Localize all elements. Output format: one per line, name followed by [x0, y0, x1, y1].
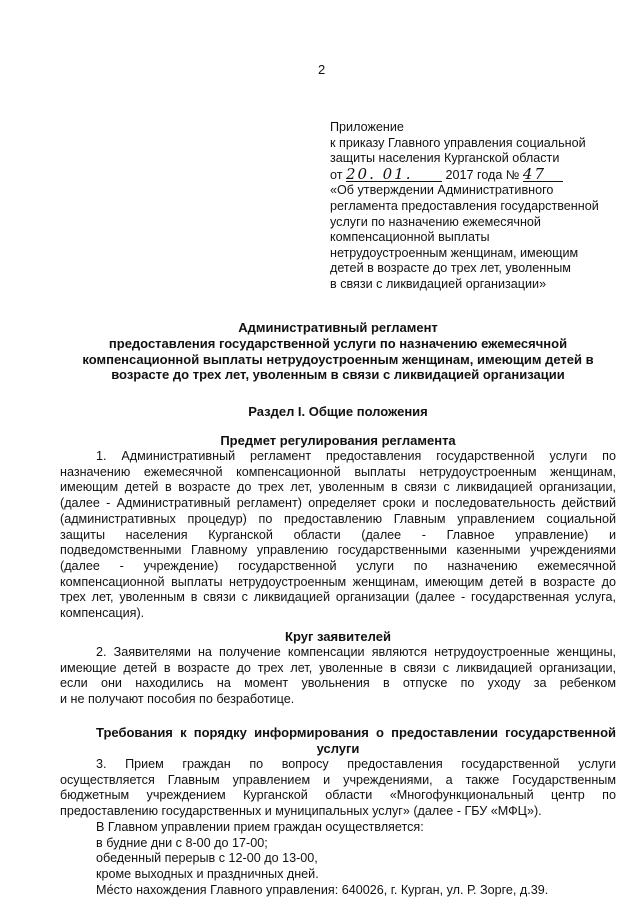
annex-date-line: [330, 164, 620, 184]
annex-block: [330, 120, 620, 293]
annex-subject-line: «Об утверждении Административного: [330, 183, 554, 198]
text-line: назначению ежемесячной компенсационной выплаты нетрудоустроенным женщинам,: [60, 464, 616, 479]
title-line: возрасте до трех лет, уволенным в связи с ликвидацией организации: [111, 367, 565, 383]
subsection-heading-subject: Предмет регулирования регламента: [220, 433, 456, 448]
text-line: 2. Заявителями на получение компенсации являются нетрудоустроенные женщины,: [96, 645, 616, 659]
text-line: подведомственными Главному управлению государственными казенными учреждениями: [60, 543, 616, 558]
handwritten-date: 20. 01.: [346, 164, 413, 183]
date-underline: [346, 164, 442, 183]
annex-subject-line: регламента предоставления государственной: [330, 198, 599, 213]
heading-line: Требования к порядку информирования о предоставлении государственной: [96, 725, 616, 740]
handwritten-number: 47: [522, 164, 547, 183]
title-line: компенсационной выплаты нетрудоустроенным женщинам, имеющим детей в: [82, 351, 594, 367]
text-line: осуществляется Главным управлением и учреждениями, а также Государственным: [60, 772, 616, 787]
annex-line: к приказу Главного управления социальной: [330, 135, 586, 150]
text-line: Ме́сто нахождения Главного управления: 640026, г. Курган, ул. Р. Зорге, д.39.: [96, 882, 549, 897]
text-line: имеющие детей в возрасте до трех лет, уволенные в связи с ликвидацией организации,: [60, 660, 616, 675]
annex-line: защиты населения Курганской области: [330, 151, 560, 166]
text-line: трех лет, уволенным в связи с ликвидацией организации (далее - государственная услуга,: [60, 590, 616, 605]
page-number: 2: [318, 62, 326, 77]
annex-subject-line: в связи с ликвидацией организации»: [330, 276, 547, 291]
number-underline: [522, 164, 563, 183]
paragraph-4: [60, 820, 616, 899]
date-suffix: 2017 года №: [445, 167, 520, 182]
text-line: в будние дни с 8-00 до 17-00;: [96, 835, 268, 850]
heading-line: услуги: [316, 741, 360, 756]
text-line: кроме выходных и праздничных дней.: [96, 867, 319, 882]
title-line: предоставления государственной услуги по назначению ежемесячной: [108, 335, 568, 351]
paragraph-3: [60, 757, 616, 820]
text-line: если они находились на момент увольнения в отпуске по уходу за ребенком: [60, 676, 616, 691]
text-line: и не получают пособия по безработице.: [60, 692, 295, 707]
text-line: 1. Административный регламент предоставления государственной услуги по: [96, 449, 616, 463]
paragraph-2: [60, 645, 616, 708]
text-line: бюджетным учреждением Курганской области «Многофункциональный центр по: [60, 788, 616, 803]
text-line: 3. Прием граждан по вопросу предоставления государственной услуги: [96, 757, 616, 771]
text-line: предоставлению государственных и муниципальных услуг» (далее - ГБУ «МФЦ»).: [60, 804, 542, 819]
document-title: [60, 320, 616, 383]
paragraph-1: [60, 449, 616, 622]
annex-subject-line: услуги по назначению ежемесячной: [330, 214, 541, 229]
text-line: (далее - Административный регламент) определяет сроки и последовательность действий: [60, 496, 616, 511]
text-line: В Главном управлении прием граждан осуществляется:: [96, 820, 424, 834]
section-heading: Раздел I. Общие положения: [248, 404, 428, 419]
text-line: обеденный перерыв с 12-00 до 13-00,: [96, 851, 318, 866]
text-line: (далее - учреждение) государственной услуги по назначению ежемесячной: [60, 558, 616, 573]
annex-subject-line: нетрудоустроенным женщинам, имеющим: [330, 245, 579, 260]
annex-subject-line: компенсационной выплаты: [330, 230, 490, 245]
text-line: компенсация).: [60, 606, 145, 621]
text-line: защиты населения Курганской области (далее - Главное управление) и: [60, 527, 616, 542]
title-line: Административный регламент: [238, 320, 438, 335]
text-line: (административных процедур) по предоставлению Главным управлением социальной: [60, 511, 616, 526]
date-prefix: от: [330, 167, 343, 182]
subsection-heading-applicants: Круг заявителей: [285, 629, 391, 644]
text-line: имеющим детей в возрасте до трех лет, уволенным в связи с ликвидацией организации,: [60, 480, 616, 495]
text-line: компенсационной выплаты нетрудоустроенным женщинам, имеющим детей в возрасте до: [60, 574, 616, 589]
subsection-heading-information: [60, 725, 616, 757]
annex-subject-line: детей в возрасте до трех лет, уволенным: [330, 261, 571, 276]
annex-title: Приложение: [330, 120, 404, 134]
